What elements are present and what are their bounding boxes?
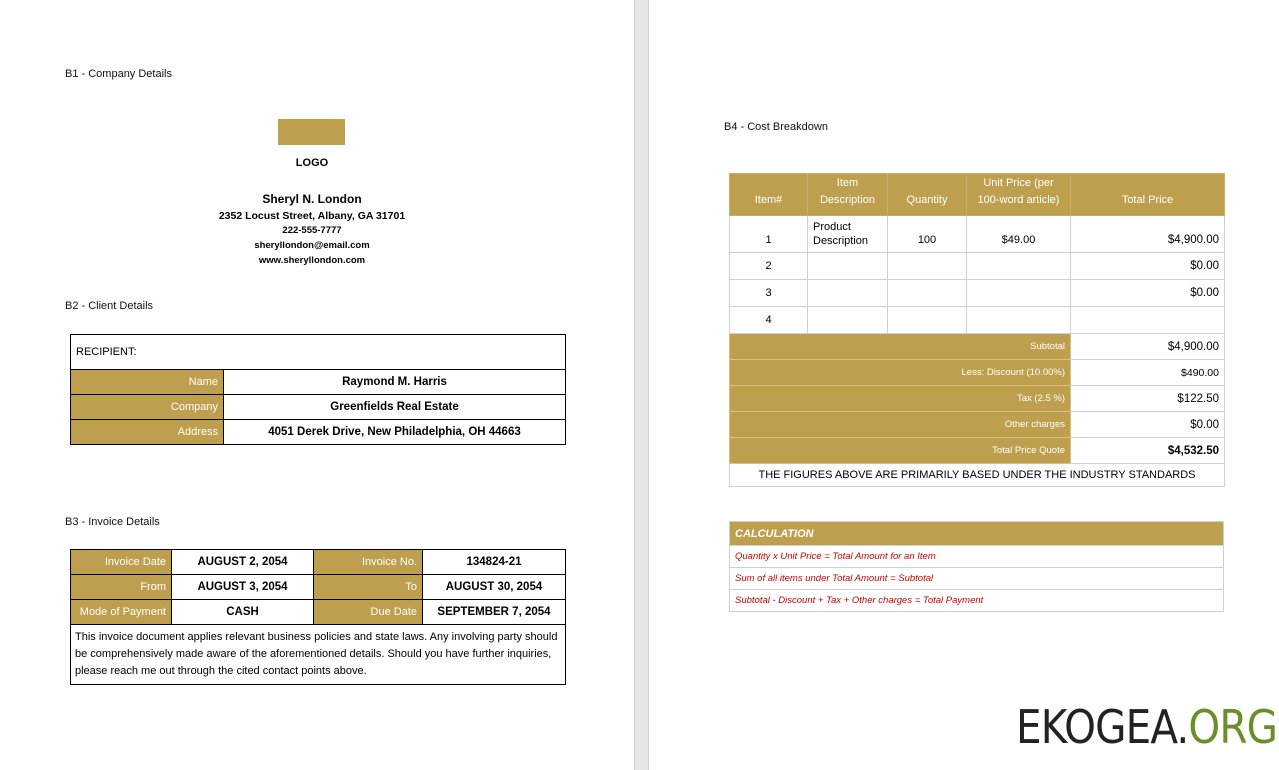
header-total-price: Total Price (1071, 174, 1225, 216)
cost-item-row (730, 307, 1225, 334)
section-label-client: B2 - Client Details (65, 300, 154, 312)
invoice-number-label: Invoice No. (314, 550, 423, 575)
client-company-value: Greenfields Real Estate (224, 395, 566, 420)
client-company-label: Company (71, 395, 224, 420)
calculation-line: Subtotal - Discount + Tax + Other charges = Total Payment (730, 590, 1224, 612)
watermark-accent: ORG (1188, 700, 1278, 754)
header-unit-price: Unit Price (per 100-word article) (967, 174, 1071, 216)
to-label: To (314, 575, 423, 600)
item-quantity (888, 253, 967, 280)
client-row (71, 420, 566, 445)
company-name: Sheryl N. London (262, 192, 362, 206)
cost-item-row (730, 253, 1225, 280)
cost-breakdown-table (729, 173, 1225, 487)
client-address-value: 4051 Derek Drive, New Philadelphia, OH 44663 (224, 420, 566, 445)
invoice-date-label: Invoice Date (71, 550, 172, 575)
item-total-price (1071, 307, 1225, 334)
invoice-note: This invoice document applies relevant business policies and state laws. Any involving party should be comprehensively made aware of the aforementioned details. Should you have further inquiries, please reach me out through the cited contact points above. (71, 625, 566, 685)
calculation-table (729, 521, 1224, 612)
from-label: From (71, 575, 172, 600)
company-address: 2352 Locust Street, Albany, GA 31701 (218, 210, 406, 222)
item-description (808, 280, 888, 307)
summary-row (730, 334, 1225, 360)
to-value: AUGUST 30, 2054 (423, 575, 566, 600)
client-row (71, 370, 566, 395)
item-quantity (888, 280, 967, 307)
section-label-company: B1 - Company Details (65, 68, 172, 80)
invoice-row (71, 575, 566, 600)
other-charges-label: Other charges (730, 412, 1071, 438)
discount-label: Less: Discount (10.00%) (730, 360, 1071, 386)
calculation-line: Sum of all items under Total Amount = Subtotal (730, 568, 1224, 590)
total-quote-label: Total Price Quote (730, 438, 1071, 464)
watermark-main: EKOGEA. (1016, 700, 1189, 754)
invoice-date-value: AUGUST 2, 2054 (172, 550, 314, 575)
tax-value: $122.50 (1071, 386, 1225, 412)
watermark-logo (1016, 700, 1277, 754)
from-value: AUGUST 3, 2054 (172, 575, 314, 600)
subtotal-value: $4,900.00 (1071, 334, 1225, 360)
summary-row (730, 360, 1225, 386)
item-total-price: $0.00 (1071, 280, 1225, 307)
item-total-price: $4,900.00 (1071, 216, 1225, 253)
client-row (71, 395, 566, 420)
invoice-row (71, 550, 566, 575)
invoice-row (71, 600, 566, 625)
discount-value: $490.00 (1071, 360, 1225, 386)
item-unit-price (967, 307, 1071, 334)
company-phone: 222-555-7777 (282, 225, 342, 236)
item-number: 1 (730, 216, 808, 253)
page-gutter (634, 0, 649, 770)
document-page-left (0, 0, 634, 770)
calculation-line: Quantity x Unit Price = Total Amount for an Item (730, 546, 1224, 568)
payment-mode-label: Mode of Payment (71, 600, 172, 625)
document-page-right (649, 0, 1279, 770)
other-charges-value: $0.00 (1071, 412, 1225, 438)
logo-placeholder (278, 119, 345, 145)
logo-label: LOGO (295, 157, 329, 169)
summary-row (730, 412, 1225, 438)
company-email: sheryllondon@email.com (254, 240, 370, 251)
recipient-label: RECIPIENT: (71, 335, 566, 370)
header-item-description: Item Description (808, 174, 888, 216)
client-address-label: Address (71, 420, 224, 445)
client-name-value: Raymond M. Harris (224, 370, 566, 395)
company-website: www.sheryllondon.com (258, 255, 366, 266)
item-number: 4 (730, 307, 808, 334)
item-number: 2 (730, 253, 808, 280)
summary-row (730, 386, 1225, 412)
cost-item-row (730, 280, 1225, 307)
cost-footer-note: THE FIGURES ABOVE ARE PRIMARILY BASED UNDER THE INDUSTRY STANDARDS (730, 464, 1225, 487)
calculation-title: CALCULATION (730, 522, 1224, 546)
section-label-invoice: B3 - Invoice Details (65, 516, 160, 528)
client-name-label: Name (71, 370, 224, 395)
section-label-cost: B4 - Cost Breakdown (724, 121, 828, 133)
item-unit-price: $49.00 (967, 216, 1071, 253)
item-total-price: $0.00 (1071, 253, 1225, 280)
item-description: Product Description (808, 216, 888, 253)
item-quantity: 100 (888, 216, 967, 253)
item-unit-price (967, 280, 1071, 307)
subtotal-label: Subtotal (730, 334, 1071, 360)
tax-label: Tax (2.5 %) (730, 386, 1071, 412)
item-number: 3 (730, 280, 808, 307)
item-unit-price (967, 253, 1071, 280)
header-item-number: Item# (730, 174, 808, 216)
header-quantity: Quantity (888, 174, 967, 216)
summary-row (730, 438, 1225, 464)
cost-header-row (730, 174, 1225, 216)
payment-mode-value: CASH (172, 600, 314, 625)
due-date-value: SEPTEMBER 7, 2054 (423, 600, 566, 625)
total-quote-value: $4,532.50 (1071, 438, 1225, 464)
item-quantity (888, 307, 967, 334)
due-date-label: Due Date (314, 600, 423, 625)
cost-item-row (730, 216, 1225, 253)
item-description (808, 307, 888, 334)
client-details-table (70, 334, 566, 445)
item-description (808, 253, 888, 280)
invoice-details-table (70, 549, 566, 685)
invoice-number-value: 134824-21 (423, 550, 566, 575)
